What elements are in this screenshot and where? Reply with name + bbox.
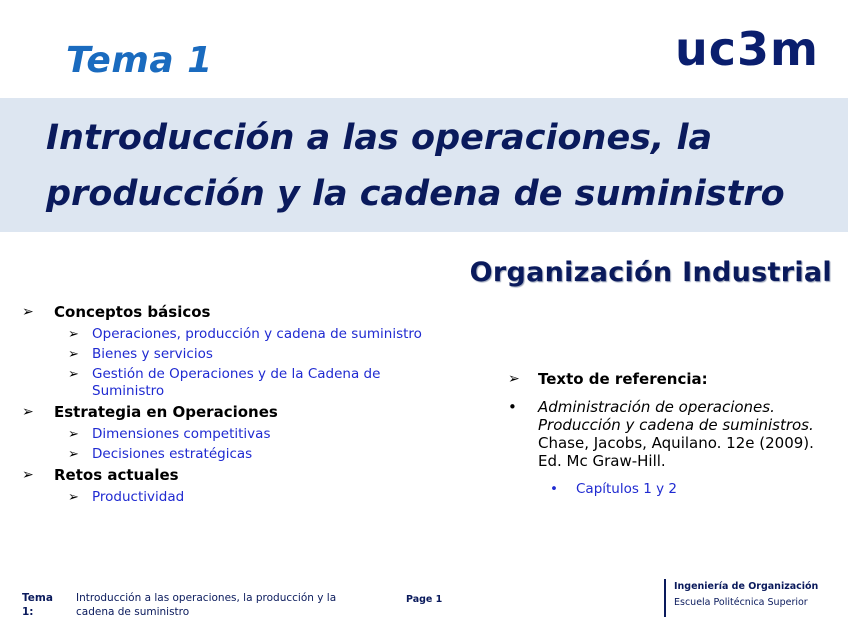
bullet-dot-icon: • [508,398,517,416]
arrow-bullet-icon: ➢ [22,404,34,420]
outline-item [22,402,442,423]
outline-subitem-label: Productividad [92,489,185,505]
arrow-bullet-icon: ➢ [68,347,79,362]
slide-title [46,110,836,222]
slide-title-line-2: producción y la cadena de suministro [46,174,785,214]
outline-subitem [22,326,442,343]
footer-topic-text: Introducción a las operaciones, la producción y la cadena de suministro [76,592,337,618]
outline-group [22,465,442,506]
slide-title-line-1: Introducción a las operaciones, la [46,118,713,158]
outline-group [22,402,442,463]
school-name: Escuela Politécnica Superior [674,597,808,608]
outline-subitem-label: Decisiones estratégicas [92,446,253,462]
outline-item-label: Conceptos básicos [54,303,211,321]
reference-block [508,368,828,498]
outline-subitem [22,346,442,363]
arrow-bullet-icon: ➢ [68,490,79,505]
outline-subitem-label: Bienes y servicios [92,346,213,362]
topic-number: Tema 1 [66,40,213,81]
arrow-bullet-icon: ➢ [22,304,34,320]
outline-item [22,302,442,323]
department-name: Ingeniería de Organización [674,581,819,592]
outline-item-label: Retos actuales [54,466,179,484]
page-number: Page 1 [406,594,443,605]
arrow-bullet-icon: ➢ [68,447,79,462]
topic-outline [22,302,442,508]
footer-institution [664,579,818,617]
outline-subitem [22,366,442,400]
footer-topic-label: Tema 1: [22,592,53,618]
outline-subitem-label: Operaciones, producción y cadena de suministro [92,326,422,342]
reference-chapters [508,480,828,498]
chapters-label: Capítulos 1 y 2 [576,481,677,497]
reference-heading [508,368,828,390]
arrow-bullet-icon: ➢ [68,427,79,442]
outline-subitem [22,489,442,506]
outline-subitem-label: Dimensiones competitivas [92,426,271,442]
outline-subitem [22,426,442,443]
uc3m-logo: uc3m [675,22,819,76]
reference-heading-label: Texto de referencia: [538,370,708,388]
outline-item-label: Estrategia en Operaciones [54,403,278,421]
outline-group [22,302,442,400]
arrow-bullet-icon: ➢ [68,367,79,382]
course-title: Organización Industrial [469,257,832,288]
bullet-dot-icon: • [550,481,558,497]
book-title: Administración de operaciones. Producción y cadena de suministros. [538,398,814,434]
outline-subitem-label: Gestión de Operaciones y de la Cadena de Suministro [92,366,381,399]
arrow-bullet-icon: ➢ [508,371,520,387]
reference-citation [508,398,828,470]
outline-item [22,465,442,486]
arrow-bullet-icon: ➢ [22,467,34,483]
book-details: Chase, Jacobs, Aquilano. 12e (2009). Ed. Mc Graw-Hill. [538,434,814,470]
outline-subitem [22,446,442,463]
arrow-bullet-icon: ➢ [68,327,79,342]
